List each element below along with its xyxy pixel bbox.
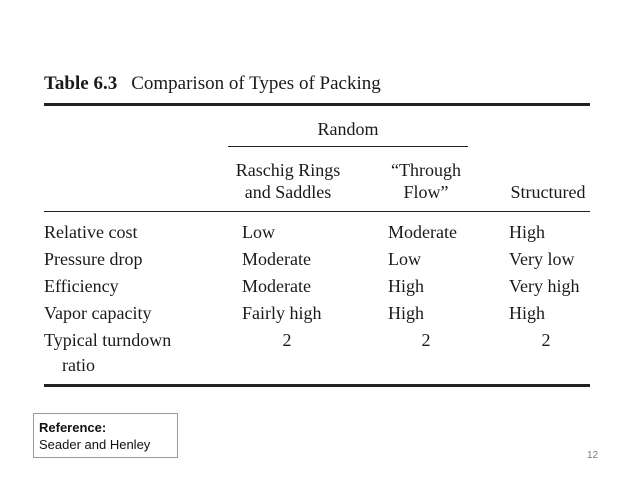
cell-structured: Very high <box>509 276 580 296</box>
cell-through: High <box>388 276 424 296</box>
header-raschig <box>220 159 356 203</box>
row-label: Pressure drop <box>44 249 143 269</box>
reference-text: Seader and Henley <box>39 437 151 452</box>
bottom-rule <box>44 384 590 387</box>
cell-structured: Very low <box>509 249 575 269</box>
table-number: Table 6.3 <box>44 73 118 94</box>
header-through-line1: “Through <box>391 160 461 180</box>
cell-structured: High <box>509 303 545 323</box>
cell-through: High <box>388 303 424 323</box>
page-number: 12 <box>587 450 599 461</box>
cell-through: Low <box>388 249 421 269</box>
row-label: Typical turndown <box>44 330 172 350</box>
reference-heading: Reference: <box>39 420 107 435</box>
header-rule <box>44 211 590 212</box>
header-through-flow <box>380 159 472 203</box>
header-raschig-line2: and Saddles <box>244 182 332 202</box>
cell-structured: 2 <box>541 330 551 350</box>
header-raschig-line1: Raschig Rings <box>235 160 341 180</box>
row-label: Relative cost <box>44 222 138 242</box>
cell-structured: High <box>509 222 545 242</box>
cell-raschig: Fairly high <box>242 303 322 323</box>
cell-raschig: Moderate <box>242 276 311 296</box>
reference-box <box>33 413 178 458</box>
row-label: Vapor capacity <box>44 303 152 323</box>
cell-through: Moderate <box>388 222 457 242</box>
header-structured: Structured <box>510 182 586 202</box>
row-label: Efficiency <box>44 276 119 296</box>
table-title <box>44 72 381 96</box>
cell-raschig: 2 <box>282 330 292 350</box>
top-rule <box>44 103 590 106</box>
header-through-line2: Flow” <box>403 182 449 202</box>
row-label-continuation: ratio <box>62 355 95 375</box>
cell-raschig: Moderate <box>242 249 311 269</box>
spanner-rule <box>228 146 468 147</box>
table-caption: Comparison of Types of Packing <box>131 73 381 94</box>
cell-raschig: Low <box>242 222 275 242</box>
header-random: Random <box>317 119 379 139</box>
cell-through: 2 <box>421 330 431 350</box>
